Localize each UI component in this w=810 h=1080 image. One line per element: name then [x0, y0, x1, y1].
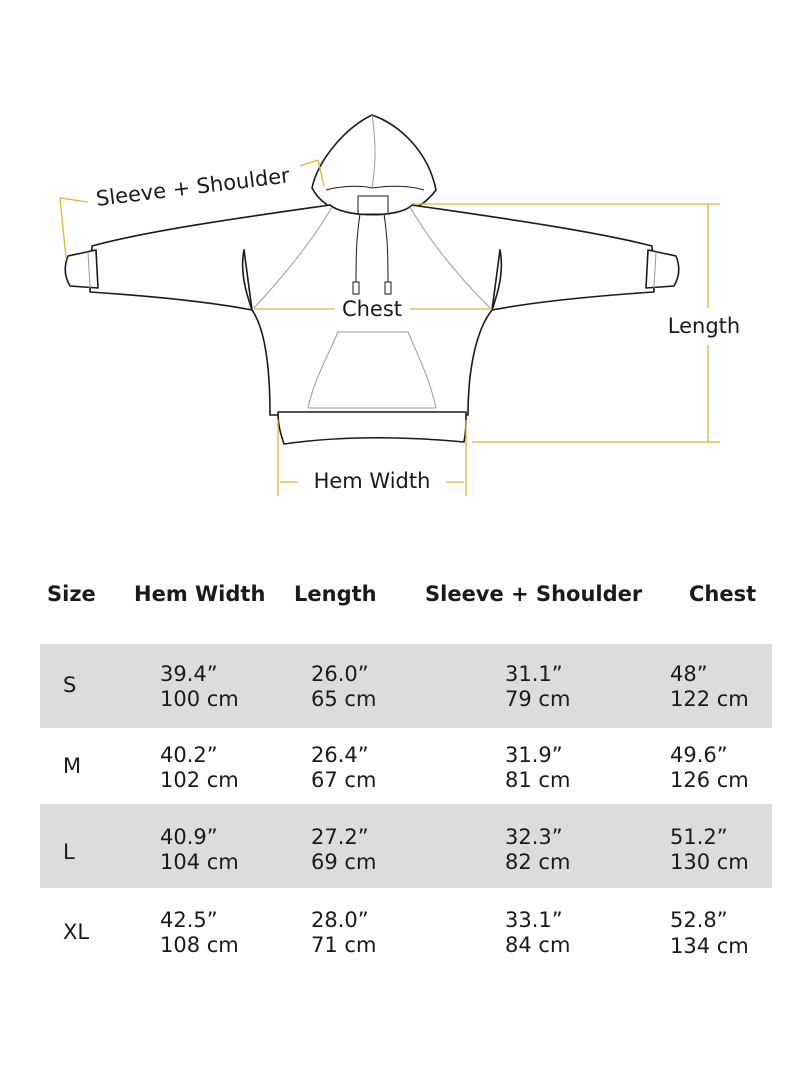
sleeve-shoulder-cm: 81 cm [505, 768, 571, 792]
length-cm: 65 cm [311, 687, 377, 711]
hem-width-in: 40.9” [160, 825, 218, 849]
length-label: Length [667, 314, 741, 338]
chest-cm: 130 cm [670, 850, 749, 874]
header-sleeve-shoulder: Sleeve + Shoulder [425, 582, 643, 606]
hem-width-label: Hem Width [313, 469, 431, 493]
chest-in: 52.8” [670, 908, 728, 932]
size-chart-table [40, 582, 772, 958]
header-size: Size [47, 582, 96, 606]
sleeve-shoulder-in: 31.1” [505, 662, 563, 686]
chest-label: Chest [341, 297, 403, 321]
sleeve-shoulder-in: 32.3” [505, 825, 563, 849]
hem-width-in: 40.2” [160, 743, 218, 767]
length-in: 27.2” [311, 825, 369, 849]
length-cm: 71 cm [311, 933, 377, 957]
hoodie-hem-band [278, 412, 466, 444]
sleeve-shoulder-in: 31.9” [505, 743, 563, 767]
sleeve-shoulder-cm: 82 cm [505, 850, 571, 874]
size-cell: M [63, 754, 82, 778]
size-cell: L [63, 840, 75, 864]
header-chest: Chest [689, 582, 757, 606]
table-row [40, 804, 772, 888]
chest-in: 51.2” [670, 825, 728, 849]
length-in: 28.0” [311, 908, 369, 932]
header-length: Length [294, 582, 377, 606]
hem-width-cm: 104 cm [160, 850, 239, 874]
hoodie-measurement-diagram [0, 0, 810, 520]
sleeve-shoulder-cm: 84 cm [505, 933, 571, 957]
hem-width-cm: 108 cm [160, 933, 239, 957]
header-hem-width: Hem Width [134, 582, 266, 606]
chest-in: 49.6” [670, 743, 728, 767]
size-cell: XL [63, 920, 90, 944]
length-in: 26.0” [311, 662, 369, 686]
chest-cm: 122 cm [670, 687, 749, 711]
table-row [40, 644, 772, 728]
hem-width-in: 39.4” [160, 662, 218, 686]
length-cm: 69 cm [311, 850, 377, 874]
length-in: 26.4” [311, 743, 369, 767]
table-row [40, 728, 772, 804]
chest-in: 48” [670, 662, 708, 686]
sleeve-shoulder-cm: 79 cm [505, 687, 571, 711]
hem-width-cm: 100 cm [160, 687, 239, 711]
chest-cm: 134 cm [670, 934, 749, 958]
table-header-row [40, 582, 772, 627]
length-cm: 67 cm [311, 768, 377, 792]
hem-width-cm: 102 cm [160, 768, 239, 792]
sleeve-shoulder-label: Sleeve + Shoulder [94, 163, 291, 211]
size-cell: S [63, 673, 77, 697]
table-row [40, 888, 772, 972]
chest-cm: 126 cm [670, 768, 749, 792]
hem-width-in: 42.5” [160, 908, 218, 932]
sleeve-shoulder-in: 33.1” [505, 908, 563, 932]
